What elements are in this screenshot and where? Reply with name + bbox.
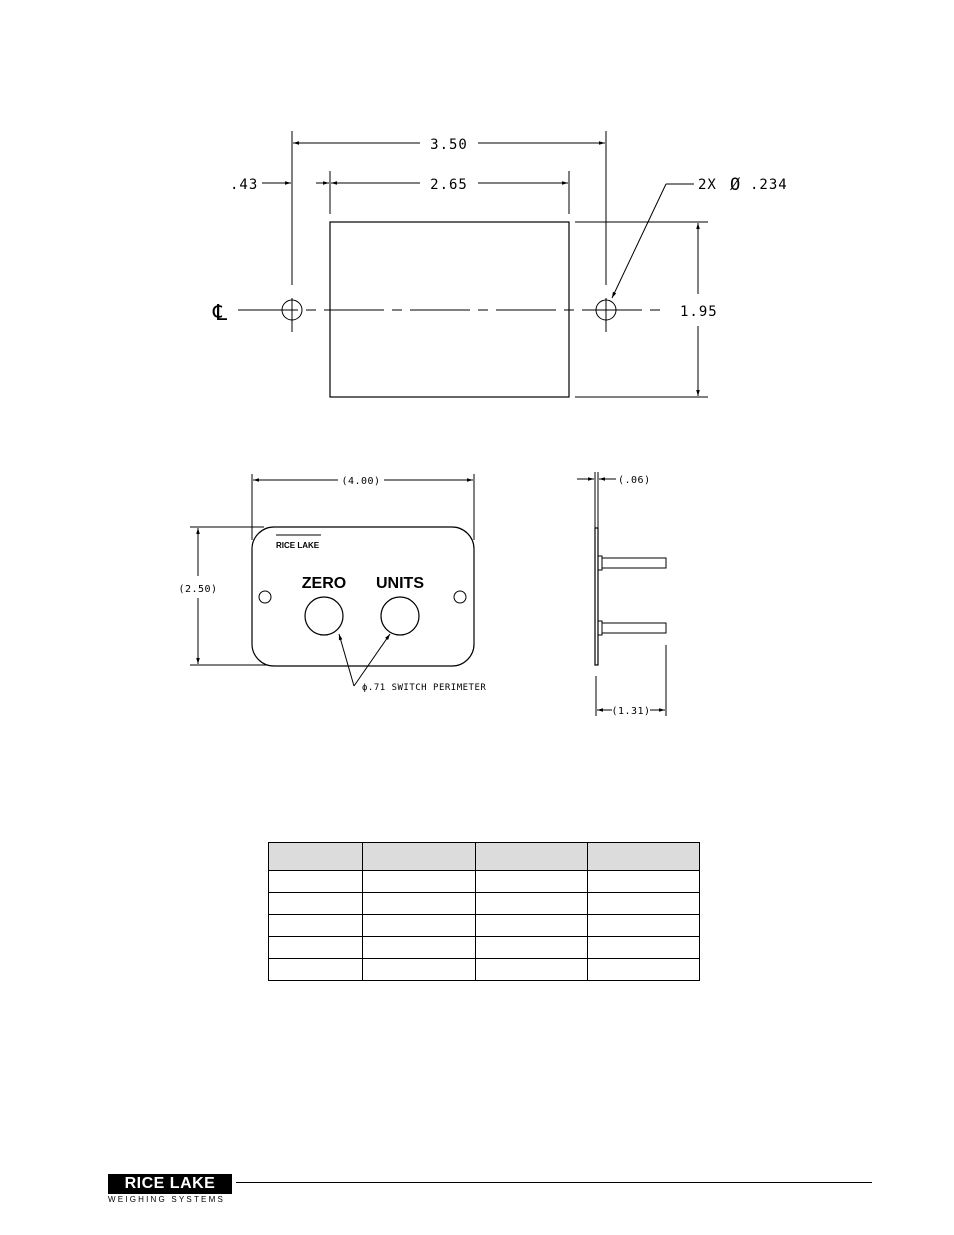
table-cell (269, 871, 363, 893)
table-cell (475, 937, 587, 959)
table-cell (475, 959, 587, 981)
dim-depth (597, 706, 665, 717)
table-cell (475, 871, 587, 893)
table-header-cell (269, 843, 363, 871)
table-cell (363, 959, 475, 981)
units-label: UNITS (376, 575, 424, 592)
table-row (269, 959, 700, 981)
zero-switch (305, 597, 343, 635)
dim-1-31-label: (1.31) (611, 706, 651, 717)
centerline-symbol: ℄ (213, 301, 228, 326)
table-cell (363, 871, 475, 893)
hole-count-label: 2X (698, 177, 717, 193)
table-header-cell (475, 843, 587, 871)
footer-rule (236, 1182, 872, 1183)
switch-shaft-bottom (602, 623, 666, 633)
table-cell (475, 893, 587, 915)
table-row (269, 893, 700, 915)
switch-callout (339, 634, 486, 693)
plate-hole-left (259, 591, 271, 603)
table-cell (269, 959, 363, 981)
switch-note: ϕ.71 SWITCH PERIMETER (362, 683, 487, 693)
dim-cutout-width (331, 177, 568, 193)
side-view (577, 472, 666, 717)
logo-name: RICE LAKE (108, 1174, 232, 1194)
dim-plate-width (253, 476, 473, 487)
table-cell (363, 915, 475, 937)
plate-hole-right (454, 591, 466, 603)
table-cell (587, 959, 699, 981)
table-header-cell (587, 843, 699, 871)
rice-lake-logo (108, 1174, 234, 1206)
dim-2-65-label: 2.65 (430, 177, 468, 193)
zero-label: ZERO (301, 575, 347, 592)
dim-0-06-label: (.06) (618, 475, 651, 486)
front-view-plate (178, 474, 486, 693)
table-header-row (269, 843, 700, 871)
dim-3-50-label: 3.50 (430, 137, 468, 153)
spec-table (268, 842, 700, 981)
switch-shaft-top (602, 558, 666, 568)
dim-overall-width (293, 137, 605, 153)
hole-callout (612, 175, 788, 298)
table-cell (587, 937, 699, 959)
table-row (269, 915, 700, 937)
dim-plate-height (178, 527, 268, 665)
dim-thickness (577, 475, 651, 486)
units-switch (381, 597, 419, 635)
table-cell (269, 915, 363, 937)
table-cell (587, 915, 699, 937)
dim-2-50-label: (2.50) (178, 584, 218, 595)
dim-1-95-label: 1.95 (680, 304, 718, 320)
table-cell (587, 893, 699, 915)
table-row (269, 937, 700, 959)
dim-hole-offset (230, 177, 329, 193)
table-cell (363, 893, 475, 915)
plate-brand: RICE LAKE (276, 541, 320, 550)
hole-diameter-label: .234 (750, 177, 788, 193)
table-cell (475, 915, 587, 937)
dim-4-00-label: (4.00) (341, 476, 381, 487)
side-plate (595, 528, 598, 665)
table-row (269, 871, 700, 893)
top-view-cutout (212, 131, 788, 397)
table-cell (269, 893, 363, 915)
table-header-cell (363, 843, 475, 871)
table-cell (269, 937, 363, 959)
table-cell (587, 871, 699, 893)
table-cell (363, 937, 475, 959)
logo-tagline: WEIGHING SYSTEMS (108, 1195, 225, 1204)
diameter-symbol: Ø (730, 175, 742, 195)
dim-0-43-label: .43 (230, 177, 259, 193)
